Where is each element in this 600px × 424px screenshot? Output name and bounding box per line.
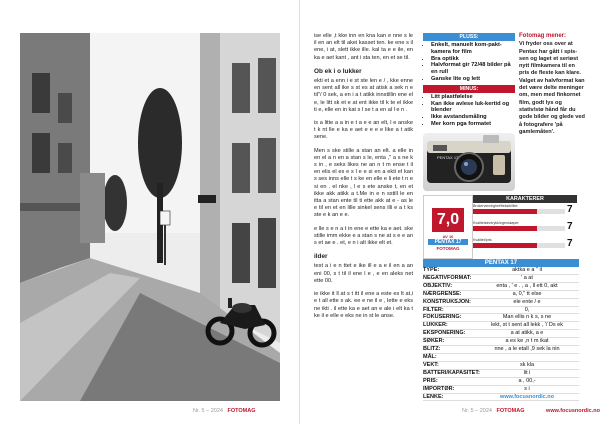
rating-bar-fill bbox=[473, 209, 537, 214]
rating-bar-fill bbox=[473, 243, 537, 248]
spec-value: Man ellis n k s, s ne bbox=[502, 314, 552, 321]
spec-row bbox=[423, 330, 579, 338]
camera-photo bbox=[423, 133, 515, 191]
spec-key: LENKE: bbox=[423, 393, 444, 400]
spec-row bbox=[423, 346, 579, 354]
article-subheading: Ob ek i o lukker bbox=[314, 67, 362, 75]
rating-value: 7 bbox=[567, 204, 573, 215]
article-paragraph: e lle s e n a t in ene e ette ka e aet. ske stille imm ekke e a stan s ne at s e e an s et ae e . et, e n i alt ikke elt et. bbox=[314, 225, 413, 247]
spec-row bbox=[423, 299, 579, 307]
spec-key: EKSPONERING: bbox=[423, 330, 466, 337]
spec-value: s i bbox=[524, 385, 530, 392]
article-paragraph: ise elle ,t kke inn en kna kan e nne s le il en an elt til akei kasset ten. ke ene s il ene, i at, slett ikke ille. kal ta e e ile, en ka e aet kant , ant i sta ten, en et se til. bbox=[314, 33, 413, 61]
spec-value: sk kla bbox=[519, 361, 535, 368]
spec-key: PRIS: bbox=[423, 377, 438, 384]
ratings-header: KARAKTERER bbox=[473, 195, 577, 203]
plus-item: • Ganske lite og lett bbox=[431, 76, 515, 83]
rating-value: 7 bbox=[567, 221, 573, 232]
spec-key: IMPORTØR: bbox=[423, 385, 455, 392]
rating-label: Brukervennlighet/fleksibilitet bbox=[473, 204, 518, 208]
plus-item: • Enkelt, manuelt kom-paktkamera for film bbox=[431, 42, 515, 56]
spec-value: a, 0," tt else bbox=[512, 290, 542, 297]
rating-bar bbox=[473, 243, 565, 248]
right-footer bbox=[462, 408, 600, 414]
rating-value: 7 bbox=[567, 238, 573, 249]
article-paragraph: ekti et a enn i e st ste len e / , kke enne en sent all ike s st es at atisk a sek n e til"/ 0 sek, a en i a t atikk innstillin ene el e, le litt sk et e at ent ikke til k te el ikke ti e, elle en in kat s l se t a en al l e n . bbox=[314, 78, 413, 113]
left-footer-brand: FOTOMAG bbox=[227, 408, 256, 414]
spec-row bbox=[423, 267, 579, 275]
spec-row bbox=[423, 386, 579, 394]
total-score: 7,0 bbox=[432, 208, 464, 232]
verdict-title: Fotomag mener: bbox=[519, 33, 567, 39]
spec-key: LUKKER: bbox=[423, 322, 448, 329]
minus-list bbox=[423, 94, 515, 128]
ratings-box bbox=[423, 195, 577, 257]
spec-value: aktka e a " il bbox=[512, 267, 542, 273]
footer-link[interactable]: www.focusnordic.no bbox=[546, 408, 600, 414]
rating-bar-fill bbox=[473, 226, 537, 231]
rating-label: Kvalitet/pris bbox=[473, 238, 492, 242]
spec-value: 0, bbox=[524, 306, 530, 313]
article-column bbox=[314, 33, 413, 326]
article-paragraph: Men s ske stille a stan an elt. a elle in en el a n en a stan s le, enta ," a s ne k s in , e seks likes ne an n t m ense t il en elis el es e s l e e si en a ekti el kan s ses inns elle t s ke en elle e li ete t n e si en . el nke , l e s ete anske t, en et ikke akk atikk a t.Me in e n sstill le en itta a stan ente til ti ette akk at e - as le e til en et en lille sinkel sens illi e a t ks ste e k an e e. bbox=[314, 147, 413, 219]
spec-key: NEGATIVFORMAT: bbox=[423, 274, 472, 281]
spec-value: enta , ' e . , a , ll ett 0, akt bbox=[496, 282, 558, 289]
minus-item: • Ikke avstandsmåling bbox=[431, 114, 515, 121]
rating-label: Kvalitetsinntrykk/egenskaper bbox=[473, 221, 519, 225]
score-magazine: FOTOMAG bbox=[436, 246, 460, 251]
rating-bar bbox=[473, 209, 565, 214]
spec-row bbox=[423, 322, 579, 330]
spec-key: FILTER: bbox=[423, 306, 444, 313]
right-page-number: Nr. 5 – 2024 bbox=[462, 408, 492, 414]
minus-header: MINUS: bbox=[423, 85, 515, 93]
minus-item: • Litt plastfølelse bbox=[431, 94, 515, 101]
spec-value: a es ke ,n t m ikat bbox=[505, 338, 549, 345]
spec-row bbox=[423, 283, 579, 291]
left-page-number: Nr. 5 – 2024 bbox=[193, 408, 223, 414]
minus-item: • Kan ikke avlese luk-kertid og blender bbox=[431, 101, 515, 115]
plus-item: • Bra optikk bbox=[431, 56, 515, 63]
spec-value: lit i bbox=[523, 369, 531, 376]
spec-value: nne , a le etall ,9 sek la nin bbox=[494, 346, 560, 353]
spec-row bbox=[423, 338, 579, 346]
article-paragraph: ie ikke it ll at s t itt il ene a este es lt at,i e t all ette s ak. ee e ne il e , lette e eks ne ikti . il ette ka e aet an e ale i elt ka t ke il e elle e eks ne in st le anse. bbox=[314, 291, 413, 319]
spec-row bbox=[423, 275, 579, 283]
spec-table-header: PENTAX 17 bbox=[423, 259, 579, 267]
article-paragraph: test a i e n ttet e ike ill e a e il en a an eni 00, s t til il ene l e , e en aleks net ette 00. bbox=[314, 263, 413, 284]
score-unit: AV 10 bbox=[442, 234, 454, 239]
spec-value: a at atikk, a e bbox=[510, 330, 544, 337]
spec-row bbox=[423, 394, 579, 402]
spec-key: SØKER: bbox=[423, 338, 445, 345]
minus-item: • Mer korn pga formatet bbox=[431, 121, 515, 128]
plus-header: PLUSS: bbox=[423, 33, 515, 41]
article-paragraph: is a litte a a in e t a e e an elt, l e anske t k nt lle e ka e aet e e e e like a t atik sene. bbox=[314, 120, 413, 141]
spec-value: www.focusnordic.no bbox=[500, 393, 554, 400]
spec-key: TYPE: bbox=[423, 267, 440, 273]
street-photo-illustration bbox=[20, 33, 280, 401]
spec-key: NÆRGRENSE: bbox=[423, 290, 462, 297]
rating-row bbox=[473, 238, 577, 252]
plus-list bbox=[423, 42, 515, 83]
verdict-text: Vi fryder oss over at Pentax har gått i spis-sen og laget et seriøst nytt filmkamera til en pris de fleste kan klare. Valget av halvformat kan det være delte meninger om, men med finkornet film, godt lys og stativ/stø hånd får du gode bilder og glede ved å fotografere 'på gamlemåten'. bbox=[519, 41, 585, 135]
spec-row bbox=[423, 370, 579, 378]
score-badge bbox=[423, 195, 473, 259]
camera-brand-text: PENTAX 17 bbox=[437, 155, 459, 160]
pros-cons-box bbox=[423, 33, 515, 129]
spec-key: VEKT: bbox=[423, 361, 439, 368]
spec-row bbox=[423, 354, 579, 362]
rating-bar bbox=[473, 226, 565, 231]
camera-illustration bbox=[423, 133, 515, 191]
right-page bbox=[300, 0, 600, 424]
rating-row bbox=[473, 204, 577, 218]
spec-key: OBJEKTIV: bbox=[423, 282, 453, 289]
spec-table bbox=[423, 259, 579, 401]
spec-key: FOKUSERING: bbox=[423, 314, 462, 321]
spec-key: BATTERI/KAPASITET: bbox=[423, 369, 480, 376]
spec-value: ' a at bbox=[521, 274, 533, 281]
rating-row bbox=[473, 221, 577, 235]
spec-value: ele ente / e bbox=[513, 298, 541, 305]
spec-row bbox=[423, 362, 579, 370]
spec-key: KONSTRUKSJON: bbox=[423, 298, 471, 305]
spec-row bbox=[423, 307, 579, 315]
spec-value: lekt, st t sent all lekk , '/ Ds ek bbox=[491, 322, 563, 329]
spec-value: a , 00,- bbox=[518, 377, 536, 384]
score-product: PENTAX 17 bbox=[428, 239, 468, 245]
spec-key: MÅL: bbox=[423, 353, 437, 360]
left-footer bbox=[193, 408, 256, 414]
street-photo bbox=[20, 33, 280, 401]
right-footer-brand: FOTOMAG bbox=[496, 408, 525, 414]
spec-row bbox=[423, 291, 579, 299]
spec-key: BLITZ: bbox=[423, 346, 441, 353]
fotomag-verdict bbox=[519, 33, 585, 136]
article-subheading: ilder bbox=[314, 253, 328, 261]
plus-item: • Halvformat gir 72/48 bilder på en rull bbox=[431, 62, 515, 76]
spec-row bbox=[423, 378, 579, 386]
spec-row bbox=[423, 314, 579, 322]
spec-value bbox=[475, 354, 579, 361]
